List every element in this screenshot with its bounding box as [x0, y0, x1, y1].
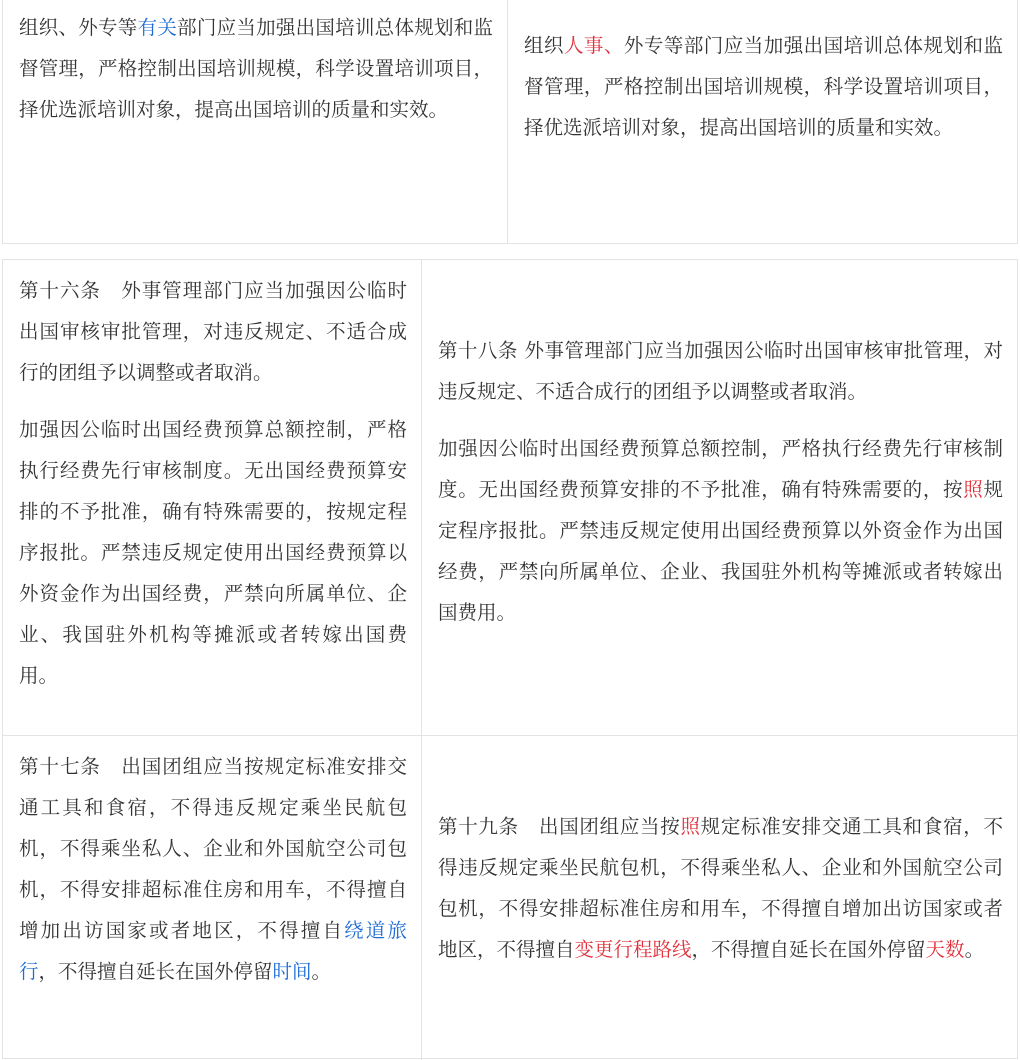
text-segment: 加强因公临时出国经费预算总额控制，严格执行经费先行审核制度。无出国经费预算安排的不予批准，确有特殊需要的，按: [438, 437, 1003, 501]
new-text-cell: [422, 736, 1017, 1060]
highlighted-text: 时间: [272, 960, 312, 983]
text-segment: 第十六条 外事管理部门应当加强因公临时出国审核审批管理，对违反规定、不适合成行的团组予以调整或者取消。: [19, 279, 407, 384]
changed-text: 人事、: [563, 34, 624, 57]
new-text-cell: [422, 260, 1017, 735]
old-text-cell: [3, 260, 422, 735]
old-paragraph: [19, 7, 493, 130]
text-segment: ，不得擅自延长在国外停留: [38, 960, 273, 983]
table-row: [3, 0, 1017, 243]
highlighted-text: 有关: [137, 16, 178, 39]
text-segment: 组织、外专等: [19, 16, 138, 39]
new-paragraph: [524, 25, 1003, 148]
text-segment: 第十八条 外事管理部门应当加强因公临时出国审核审批管理，对违反规定、不适合成行的团组予以调整或者取消。: [438, 339, 1003, 403]
text-segment: 外专等部门应当加强出国培训总体规划和监督管理，严格控制出国培训规模，科学设置培训项目，择优选派培训对象，提高出国培训的质量和实效。: [524, 34, 1003, 139]
comparison-table-top: [2, 0, 1018, 244]
text-segment: 第十七条 出国团组应当按规定标准安排交通工具和食宿，不得违反规定乘坐民航包机，不得乘坐私人、企业和外国航空公司包机，不得安排超标准住房和用车，不得擅自增加出访国家或者地区，不得擅自: [19, 755, 407, 942]
text-segment: 第十九条 出国团组应当按: [438, 815, 681, 838]
table-row: [3, 260, 1017, 736]
article-18-paragraph-1: [438, 330, 1003, 412]
text-segment: 部门应当加强出国培训总体规划和监督管理，严格控制出国培训规模，科学设置培训项目，择优选派培训对象，提高出国培训的质量和实效。: [19, 16, 493, 121]
text-segment: 。: [964, 938, 985, 961]
article-16-paragraph-1: [19, 270, 407, 393]
table-row: [3, 736, 1017, 1060]
article-18-paragraph-2: [438, 428, 1003, 633]
highlighted-text: 绕道旅行: [19, 919, 407, 983]
text-segment: ，不得擅自延长在国外停留: [691, 938, 926, 961]
article-19-paragraph: [438, 806, 1003, 970]
changed-text: 照: [963, 478, 984, 501]
old-text-cell: [3, 0, 508, 243]
text-segment: 规定程序报批。严禁违反规定使用出国经费预算以外资金作为出国经费，严禁向所属单位、企业、我国驻外机构等摊派或者转嫁出国费用。: [438, 478, 1003, 624]
changed-text: 天数: [925, 938, 965, 961]
text-segment: 加强因公临时出国经费预算总额控制，严格执行经费先行审核制度。无出国经费预算安排的不予批准，确有特殊需要的，按规定程序报批。严禁违反规定使用出国经费预算以外资金作为出国经费，严禁向所属单位、企业、我国驻外机构等摊派或者转嫁出国费用。: [19, 418, 407, 687]
text-segment: 。: [311, 960, 332, 983]
new-text-cell: [508, 0, 1017, 243]
changed-text: 照: [680, 815, 701, 838]
article-17-paragraph: [19, 746, 407, 992]
changed-text: 变更行程路线: [574, 938, 692, 961]
text-segment: 组织: [524, 34, 564, 57]
old-text-cell: [3, 736, 422, 1060]
article-16-paragraph-2: [19, 409, 407, 696]
comparison-table-bottom: [2, 259, 1018, 1059]
text-segment: 规定标准安排交通工具和食宿，不得违反规定乘坐民航包机，不得乘坐私人、企业和外国航空公司包机，不得安排超标准住房和用车，不得擅自增加出访国家或者地区，不得擅自: [438, 815, 1003, 961]
